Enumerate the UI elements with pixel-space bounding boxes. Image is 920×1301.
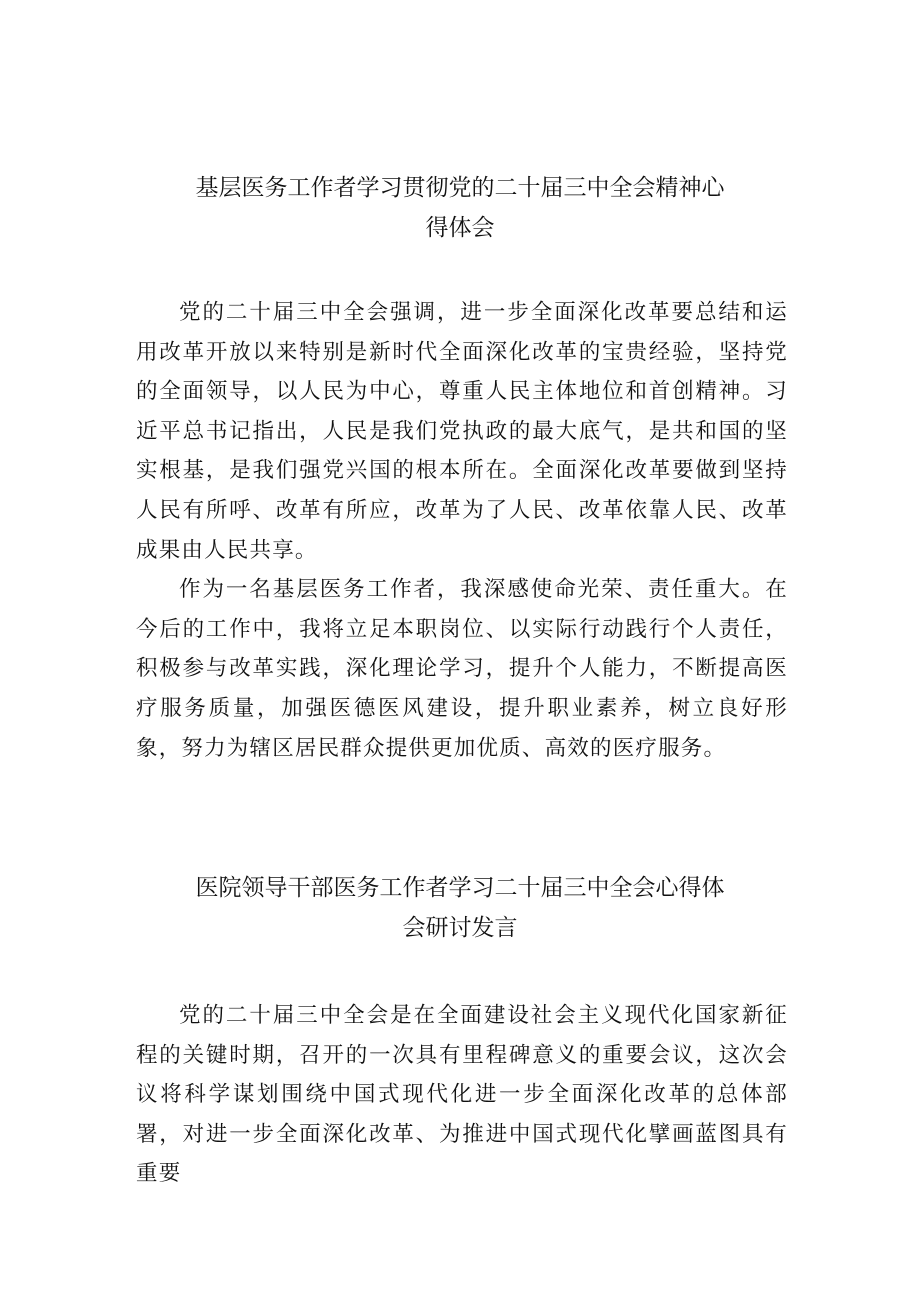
article-2-title-line-2: 会研讨发言 <box>402 915 518 941</box>
article-1-paragraph-2: 作为一名基层医务工作者，我深感使命光荣、责任重大。在今后的工作中，我将立足本职岗位、以实际行动践行个人责任，积极参与改革实践，深化理论学习，提升个人能力，不断提高医疗服务质量，加强医德医风建设，提升职业素养，树立良好形象，努力为辖区居民群众提供更加优质、高效的医疗服务。 <box>136 577 788 761</box>
article-1-body <box>136 293 788 768</box>
article-1-paragraph-1: 党的二十届三中全会强调，进一步全面深化改革要总结和运用改革开放以来特别是新时代全面深化改革的宝贵经验，坚持党的全面领导，以人民为中心，尊重人民主体地位和首创精神。习近平总书记指出，人民是我们党执政的最大底气，是共和国的坚实根基，是我们强党兴国的根本所在。全面深化改革要做到坚持人民有所呼、改革有所应，改革为了人民、改革依靠人民、改革成果由人民共享。 <box>136 300 788 563</box>
article-1-title-line-2: 得体会 <box>425 215 495 241</box>
article-1-title-line-1: 基层医务工作者学习贯彻党的二十届三中全会精神心 <box>195 175 725 201</box>
article-2-title-line-1: 医院领导干部医务工作者学习二十届三中全会心得体 <box>195 875 725 901</box>
article-2-body <box>136 996 788 1194</box>
article-2-paragraph-1: 党的二十届三中全会是在全面建设社会主义现代化国家新征程的关键时期，召开的一次具有里程碑意义的重要会议，这次会议将科学谋划围绕中国式现代化进一步全面深化改革的总体部署，对进一步全面深化改革、为推进中国式现代化擘画蓝图具有重要 <box>136 1003 788 1187</box>
article-2-title <box>140 868 780 948</box>
article-1-title <box>140 168 780 248</box>
